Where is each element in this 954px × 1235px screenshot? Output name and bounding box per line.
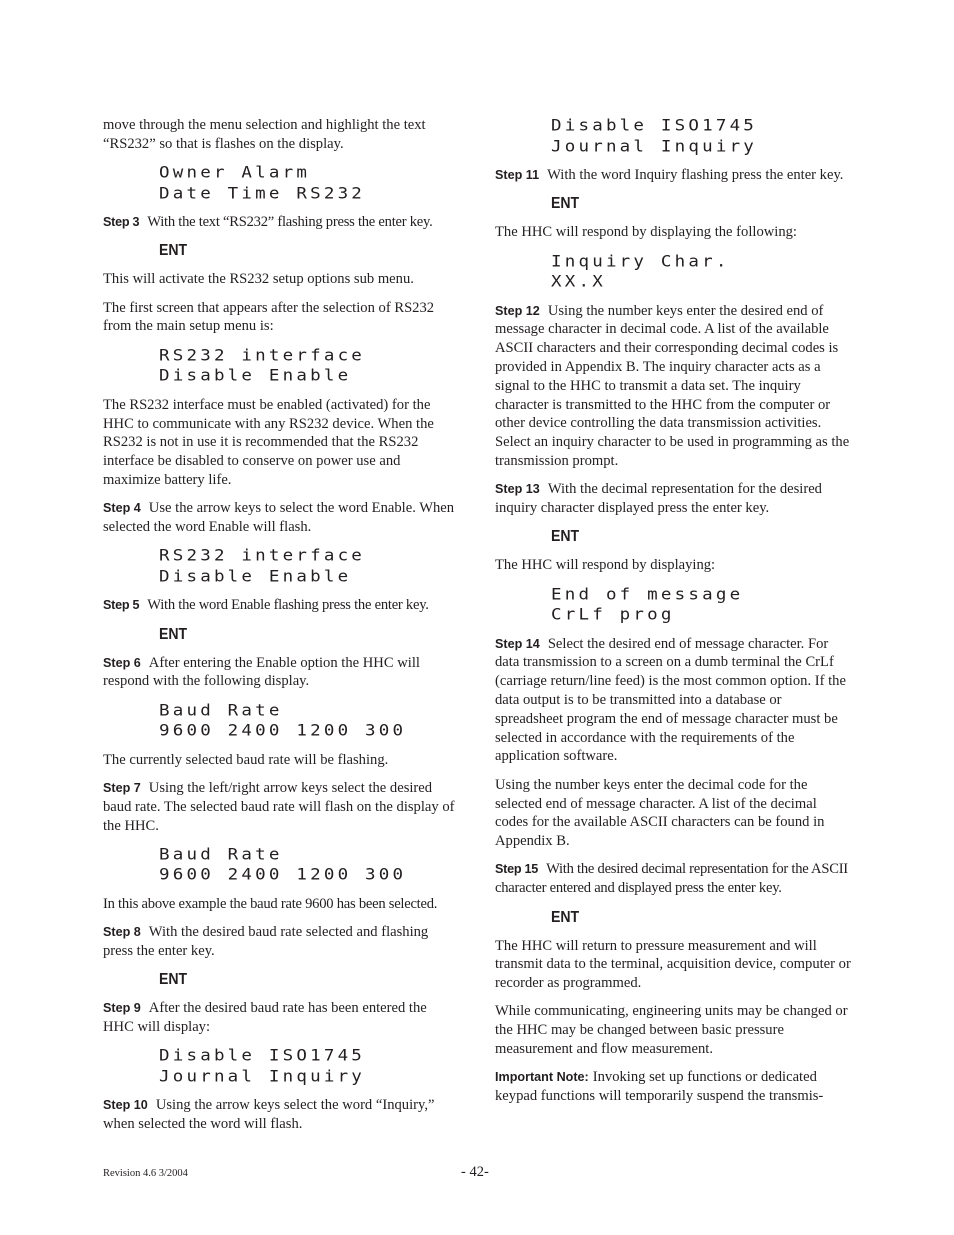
step-paragraph: [495, 635, 851, 767]
step-paragraph: [495, 480, 851, 518]
body-paragraph: While communicating, engineering units may be changed or the HHC may be changed between basic pressure measurement and flow measurement.: [495, 1003, 848, 1057]
step-label: Step 6: [103, 655, 141, 670]
step-text: Use the arrow keys to select the word Enable. When selected the word Enable will flash.: [103, 500, 455, 536]
lcd-display: [551, 585, 851, 626]
step-paragraph: [495, 166, 851, 185]
step-paragraph: [103, 999, 459, 1037]
body-paragraph: The HHC will respond by displaying the following:: [495, 224, 797, 241]
lcd-line: End of message: [551, 585, 744, 604]
step-text: Invoking set up functions or dedicated keypad functions will temporarily suspend the transmis-: [495, 1069, 824, 1105]
ent-key: ENT: [551, 528, 580, 546]
body-paragraph: move through the menu selection and highlight the text “RS232” so that is flashes on the display.: [103, 117, 426, 152]
right-column: [495, 116, 851, 1115]
ent-key: ENT: [551, 195, 580, 213]
step-label: Step 9: [103, 1001, 141, 1016]
step-text: With the desired decimal representation for the ASCII character entered and displayed press the enter key.: [495, 861, 848, 897]
step-label: Step 14: [495, 636, 540, 651]
step-paragraph: [103, 779, 459, 835]
ent-key: ENT: [159, 971, 188, 989]
lcd-line: Journal Inquiry: [551, 137, 758, 156]
step-text: With the desired baud rate selected and flashing press the enter key.: [103, 924, 429, 960]
step-text: With the text “RS232” flashing press the enter key.: [147, 214, 433, 231]
ent-key: ENT: [159, 625, 188, 643]
step-label: Step 11: [495, 168, 540, 182]
body-paragraph: Using the number keys enter the decimal code for the selected end of message character. A list of the decimal codes for the available ASCII characters can be found in Appendix B.: [495, 776, 825, 850]
body-paragraph: The currently selected baud rate will be flashing.: [103, 751, 389, 768]
step-paragraph: [103, 499, 459, 537]
step-label: Step 12: [495, 303, 540, 318]
lcd-line: Disable ISO1745: [551, 116, 758, 136]
lcd-line: 9600 2400 1200 300: [159, 866, 407, 885]
lcd-line: Owner Alarm: [159, 163, 311, 183]
step-label: Step 3: [103, 215, 140, 230]
lcd-line: RS232 interface: [159, 547, 366, 566]
step-text: After the desired baud rate has been entered the HHC will display:: [103, 1000, 427, 1036]
step-text: With the decimal representation for the desired inquiry character displayed press the enter key.: [495, 481, 822, 517]
ent-key: ENT: [159, 242, 188, 260]
step-label: Step 15: [495, 862, 539, 877]
footer-revision: Revision 4.6 3/2004: [103, 1168, 188, 1179]
lcd-line: Disable Enable: [159, 367, 352, 386]
step-paragraph: [103, 596, 459, 615]
lcd-line: CrLf prog: [551, 605, 675, 625]
step-label: Step 4: [103, 501, 141, 516]
lcd-display: [159, 163, 459, 204]
step-label: Step 8: [103, 925, 141, 940]
step-text: With the word Enable flashing press the enter key.: [147, 597, 429, 614]
lcd-line: 9600 2400 1200 300: [159, 722, 407, 741]
body-paragraph: The RS232 interface must be enabled (activated) for the HHC to communicate with any RS232 device. When the RS232 is not in use it is recommended that the RS232 interface be disabled to conserve on power use and maximize battery life.: [103, 396, 434, 488]
step-text: With the word Inquiry flashing press the enter key.: [547, 167, 844, 183]
lcd-line: XX.X: [551, 272, 606, 292]
ent-key: ENT: [551, 908, 580, 926]
step-label: Step 5: [103, 598, 140, 613]
step-text: Using the number keys enter the desired end of message character in decimal code. A list of the available ASCII characters and their corresponding decimal codes is provided in Appendix B. The inquiry character acts as a signal to the HHC to transmit a data set. The inquiry character is transmitted to the HHC from the computer or other device controlling the data transmission activities. Select an inquiry character to be used in programming as the transmission prompt.: [495, 302, 850, 469]
step-label: Step 13: [495, 482, 540, 497]
body-paragraph: In this above example the baud rate 9600 has been selected.: [103, 895, 438, 912]
lcd-line: Disable Enable: [159, 567, 352, 587]
body-paragraph: The HHC will respond by displaying:: [495, 557, 716, 574]
lcd-line: Baud Rate: [159, 701, 283, 720]
step-paragraph: [103, 1096, 459, 1134]
lcd-line: Disable ISO1745: [159, 1047, 366, 1066]
lcd-display: [159, 701, 459, 742]
step-paragraph: [103, 923, 459, 961]
step-label: Step 7: [103, 781, 141, 796]
lcd-display: [551, 252, 851, 293]
body-paragraph: This will activate the RS232 setup options sub menu.: [103, 271, 414, 288]
step-label: Step 10: [103, 1098, 148, 1113]
lcd-display: [159, 1046, 459, 1087]
lcd-line: Journal Inquiry: [159, 1067, 366, 1087]
step-text: After entering the Enable option the HHC will respond with the following display.: [103, 654, 420, 690]
footer-page-number: - 42-: [461, 1164, 489, 1180]
step-text: Using the left/right arrow keys select the desired baud rate. The selected baud rate will flash on the display of the HHC.: [103, 780, 455, 834]
step-text: Using the arrow keys select the word “Inquiry,” when selected the word will flash.: [103, 1097, 435, 1133]
step-text: Select the desired end of message character. For data transmission to a screen on a dumb terminal the CrLf (carriage return/line feed) is the most common option. If the data output is to be transmitted into a database or spreadsheet program the end of message character must be selected in accordance with the requirements of the application software.: [495, 635, 846, 765]
step-paragraph: [103, 213, 459, 232]
lcd-line: Baud Rate: [159, 845, 283, 865]
note-label: Important Note:: [495, 1070, 589, 1085]
lcd-line: Date Time RS232: [159, 184, 366, 203]
body-paragraph: The first screen that appears after the selection of RS232 from the main setup menu is:: [103, 299, 435, 335]
lcd-display: [551, 116, 851, 157]
lcd-display: [159, 346, 459, 387]
lcd-display: [159, 845, 459, 886]
lcd-display: [159, 546, 459, 587]
step-paragraph: [103, 654, 459, 692]
lcd-line: Inquiry Char.: [551, 252, 730, 271]
lcd-line: RS232 interface: [159, 346, 366, 366]
body-paragraph: The HHC will return to pressure measurement and will transmit data to the terminal, acquisition device, computer or recorder as programmed.: [495, 937, 851, 992]
step-paragraph: [495, 302, 851, 471]
step-paragraph: [495, 860, 851, 898]
important-note: [495, 1068, 851, 1106]
left-column: [103, 116, 459, 1144]
